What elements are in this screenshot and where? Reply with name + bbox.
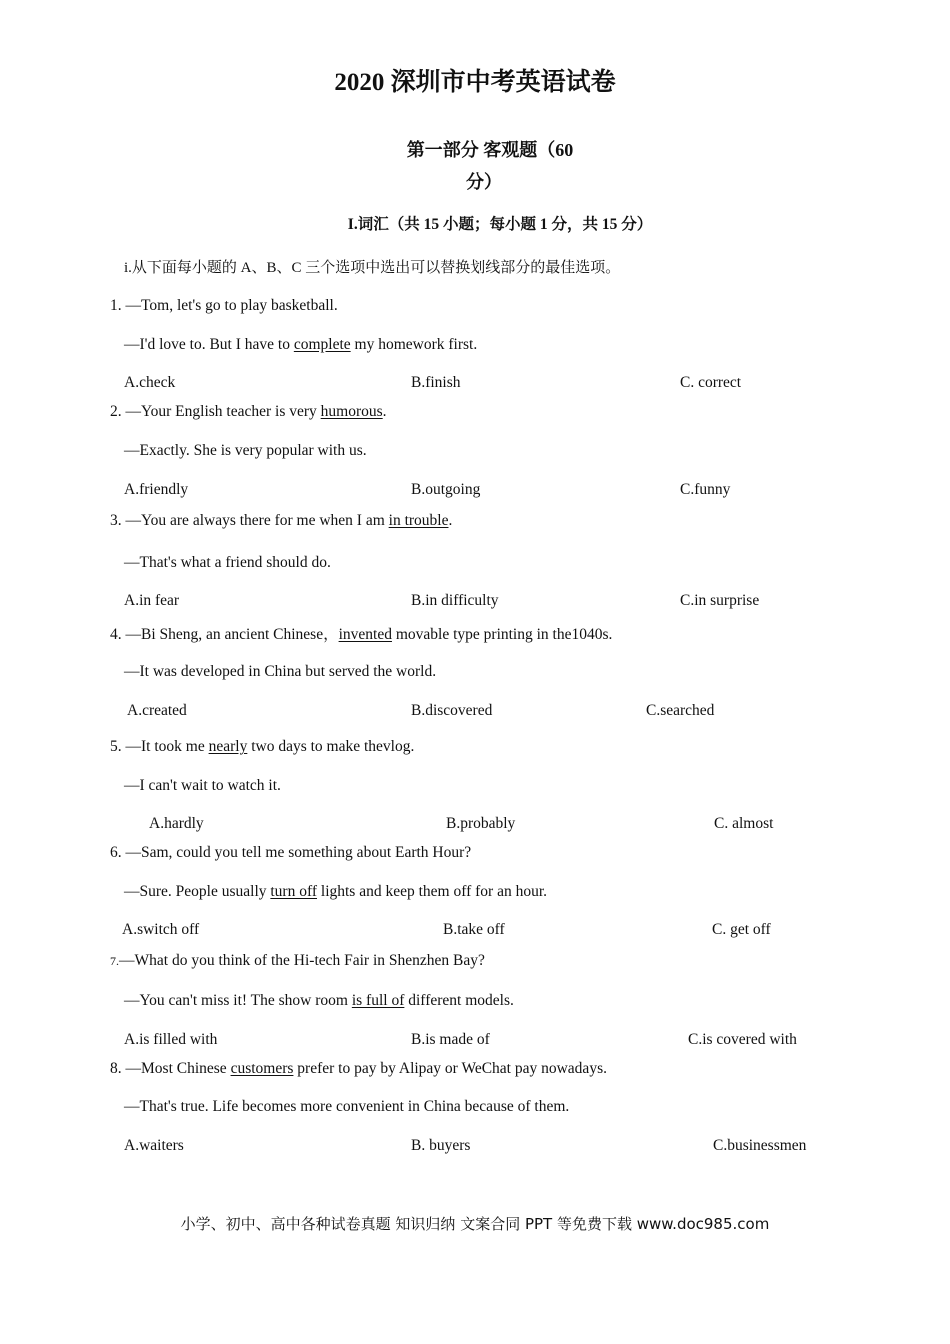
question-text: —It took me: [125, 738, 209, 755]
underlined-term: complete: [293, 336, 351, 353]
question-text: —Tom, let's go to play basketball.: [125, 297, 338, 314]
reply-text: different models.: [404, 992, 514, 1009]
question-4-reply: —It was developed in China but served the world.: [124, 663, 437, 680]
question-7-prompt: [110, 952, 485, 970]
page-title: 2020 深圳市中考英语试卷: [334, 69, 616, 96]
underlined-term: humorous: [320, 403, 383, 420]
option-b[interactable]: B.take off: [443, 921, 505, 938]
question-number: 4.: [110, 626, 122, 643]
question-text: —Sam, could you tell me something about Earth Hour?: [125, 844, 472, 861]
option-c[interactable]: C.in surprise: [680, 592, 760, 609]
option-b[interactable]: B.probably: [446, 815, 516, 832]
option-a[interactable]: A.is filled with: [124, 1031, 218, 1048]
question-3-prompt: [110, 512, 452, 530]
option-b[interactable]: B.discovered: [411, 702, 493, 719]
reply-text: —Sure. People usually: [124, 883, 271, 900]
question-number: 6.: [110, 844, 122, 861]
question-text: .: [448, 512, 453, 529]
question-text: —You are always there for me when I am: [125, 512, 389, 529]
underlined-term: in trouble: [388, 512, 449, 529]
option-c[interactable]: C.businessmen: [713, 1137, 807, 1154]
reply-text: lights and keep them off for an hour.: [317, 883, 548, 900]
underlined-term: nearly: [208, 738, 248, 755]
question-2-reply: —Exactly. She is very popular with us.: [124, 442, 367, 459]
option-b[interactable]: B. buyers: [411, 1137, 471, 1154]
question-text: .: [382, 403, 387, 420]
instruction: i.从下面每小题的 A、B、C 三个选项中选出可以替换划线部分的最佳选项。: [124, 260, 621, 276]
question-number: 5.: [110, 738, 122, 755]
underlined-term: invented: [338, 626, 392, 643]
option-a[interactable]: A.hardly: [149, 815, 204, 832]
question-7-reply: [124, 992, 514, 1010]
question-text: —What do you think of the Hi-tech Fair in Shenzhen Bay?: [119, 952, 485, 969]
question-number: 3.: [110, 512, 122, 529]
question-number: 2.: [110, 403, 122, 420]
option-c[interactable]: C.funny: [680, 481, 731, 498]
question-text: —Most Chinese: [125, 1060, 231, 1077]
question-number: 8.: [110, 1060, 122, 1077]
option-c[interactable]: C.searched: [646, 702, 715, 719]
question-4-prompt: [110, 622, 612, 644]
question-text: —Bi Sheng, an ancient Chinese，: [125, 626, 339, 643]
option-a[interactable]: A.waiters: [124, 1137, 184, 1154]
option-c[interactable]: C. almost: [714, 815, 774, 832]
underlined-term: is full of: [351, 992, 405, 1009]
question-number: 1.: [110, 297, 122, 314]
option-b[interactable]: B.outgoing: [411, 481, 481, 498]
question-8-prompt: [110, 1060, 607, 1078]
question-text: movable type printing in the1040s.: [391, 626, 613, 643]
option-a[interactable]: A.switch off: [122, 921, 200, 938]
question-text: —Your English teacher is very: [125, 403, 321, 420]
option-a[interactable]: A.check: [124, 374, 176, 391]
underlined-term: customers: [230, 1060, 294, 1077]
question-3-reply: —That's what a friend should do.: [124, 554, 331, 571]
underlined-term: turn off: [270, 883, 318, 900]
option-c[interactable]: C.is covered with: [688, 1031, 797, 1048]
section-heading: I.词汇（共 15 小题；每小题 1 分，共 15 分）: [347, 216, 653, 233]
question-6-reply: [124, 883, 547, 901]
option-c[interactable]: C. correct: [680, 374, 742, 391]
question-text: prefer to pay by Alipay or WeChat pay nowadays.: [293, 1060, 607, 1077]
option-a[interactable]: A.created: [127, 702, 187, 719]
option-a[interactable]: A.friendly: [124, 481, 189, 498]
option-a[interactable]: A.in fear: [124, 592, 180, 609]
option-c[interactable]: C. get off: [712, 921, 771, 938]
footer-note: 小学、初中、高中各种试卷真题 知识归纳 文案合同 PPT 等免费下载 www.doc985.com: [180, 1215, 770, 1233]
option-b[interactable]: B.finish: [411, 374, 461, 391]
question-8-reply: —That's true. Life becomes more convenient in China because of them.: [124, 1098, 570, 1115]
question-1-prompt: [110, 297, 338, 315]
question-text: two days to make thevlog.: [247, 738, 415, 755]
question-1-reply: [124, 336, 477, 354]
reply-text: my homework first.: [350, 336, 478, 353]
question-6-prompt: [110, 844, 471, 862]
option-b[interactable]: B.is made of: [411, 1031, 490, 1048]
reply-text: —You can't miss it! The show room: [124, 992, 352, 1009]
reply-text: —I'd love to. But I have to: [124, 336, 294, 353]
part-heading-line1: 第一部分 客观题（60: [406, 140, 574, 160]
option-b[interactable]: B.in difficulty: [411, 592, 499, 609]
question-5-prompt: [110, 738, 414, 756]
question-2-prompt: [110, 403, 387, 421]
question-5-reply: —I can't wait to watch it.: [124, 777, 281, 794]
part-heading-line2: 分）: [466, 172, 502, 192]
question-number: 7.: [110, 954, 119, 968]
